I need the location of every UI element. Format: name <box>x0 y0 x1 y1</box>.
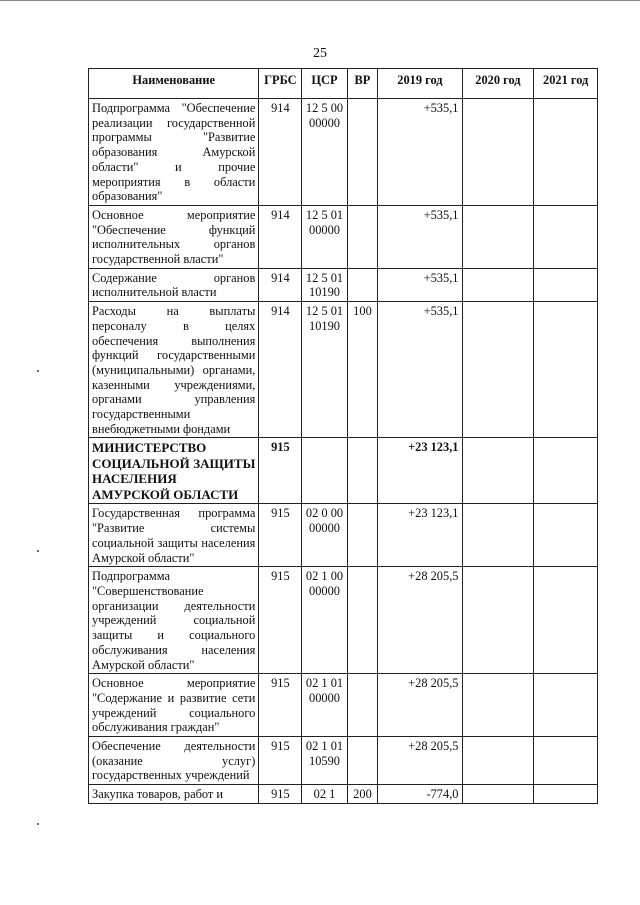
cell-2019: +28 205,5 <box>378 737 462 785</box>
cell-2021 <box>534 99 598 206</box>
cell-grbs: 915 <box>259 785 302 804</box>
cell-2020 <box>462 438 534 504</box>
cell-grbs: 914 <box>259 302 302 438</box>
table-row <box>89 785 598 804</box>
table-row <box>89 438 598 504</box>
scan-speck <box>37 370 39 372</box>
table-row <box>89 268 598 301</box>
cell-name: Государственная программа "Развитие системы социальной защиты населения Амурской области" <box>89 504 259 567</box>
cell-2021 <box>534 737 598 785</box>
header-vr: ВР <box>347 69 378 99</box>
cell-2019: -774,0 <box>378 785 462 804</box>
cell-name: Обеспечение деятельности (оказание услуг) государственных учреждений <box>89 737 259 785</box>
cell-vr <box>347 99 378 206</box>
cell-grbs: 914 <box>259 99 302 206</box>
cell-name: Подпрограмма "Обеспечение реализации государственной программы "Развитие образования Амурской области" и прочие мероприятия в области образования" <box>89 99 259 206</box>
header-name: Наименование <box>89 69 259 99</box>
cell-2019: +535,1 <box>378 99 462 206</box>
table-header-row <box>89 69 598 99</box>
cell-csr: 12 5 00 00000 <box>302 99 347 206</box>
cell-vr <box>347 567 378 674</box>
cell-grbs: 915 <box>259 438 302 504</box>
cell-vr: 200 <box>347 785 378 804</box>
cell-2019: +535,1 <box>378 268 462 301</box>
table-row <box>89 205 598 268</box>
cell-csr: 02 1 <box>302 785 347 804</box>
header-2021: 2021 год <box>534 69 598 99</box>
cell-2021 <box>534 205 598 268</box>
cell-name: Основное мероприятие "Обеспечение функций исполнительных органов государственной власти" <box>89 205 259 268</box>
cell-2021 <box>534 785 598 804</box>
cell-2019: +535,1 <box>378 205 462 268</box>
cell-csr: 12 5 01 00000 <box>302 205 347 268</box>
cell-2021 <box>534 567 598 674</box>
budget-table <box>88 68 598 804</box>
scan-speck <box>37 550 39 552</box>
cell-2020 <box>462 674 534 737</box>
table-row <box>89 737 598 785</box>
cell-vr <box>347 438 378 504</box>
cell-grbs: 914 <box>259 268 302 301</box>
table-row <box>89 99 598 206</box>
cell-csr: 12 5 01 10190 <box>302 302 347 438</box>
cell-2020 <box>462 302 534 438</box>
cell-vr: 100 <box>347 302 378 438</box>
cell-name: Содержание органов исполнительной власти <box>89 268 259 301</box>
header-2019: 2019 год <box>378 69 462 99</box>
cell-2021 <box>534 268 598 301</box>
cell-name: Закупка товаров, работ и <box>89 785 259 804</box>
cell-2020 <box>462 205 534 268</box>
cell-vr <box>347 504 378 567</box>
cell-2020 <box>462 99 534 206</box>
cell-vr <box>347 674 378 737</box>
cell-csr: 02 1 01 00000 <box>302 674 347 737</box>
scan-speck <box>37 823 39 825</box>
cell-2020 <box>462 785 534 804</box>
scan-top-edge <box>0 0 640 1</box>
cell-csr: 02 1 00 00000 <box>302 567 347 674</box>
table-row <box>89 504 598 567</box>
cell-2019: +23 123,1 <box>378 438 462 504</box>
cell-vr <box>347 205 378 268</box>
cell-2020 <box>462 567 534 674</box>
cell-vr <box>347 268 378 301</box>
cell-2020 <box>462 504 534 567</box>
header-2020: 2020 год <box>462 69 534 99</box>
cell-2021 <box>534 504 598 567</box>
cell-name: Подпрограмма "Совершенствование организации деятельности учреждений социальной защиты и социального обслуживания населения Амурской области" <box>89 567 259 674</box>
cell-csr <box>302 438 347 504</box>
cell-grbs: 915 <box>259 504 302 567</box>
cell-2020 <box>462 268 534 301</box>
cell-name: Основное мероприятие "Содержание и развитие сети учреждений социального обслуживания граждан" <box>89 674 259 737</box>
header-grbs: ГРБС <box>259 69 302 99</box>
cell-2021 <box>534 302 598 438</box>
cell-grbs: 915 <box>259 567 302 674</box>
cell-name: МИНИСТЕРСТВО СОЦИАЛЬНОЙ ЗАЩИТЫ НАСЕЛЕНИЯ АМУРСКОЙ ОБЛАСТИ <box>89 438 259 504</box>
cell-2021 <box>534 674 598 737</box>
cell-2019: +23 123,1 <box>378 504 462 567</box>
table-row <box>89 567 598 674</box>
cell-2019: +28 205,5 <box>378 674 462 737</box>
table-row <box>89 302 598 438</box>
cell-csr: 02 0 00 00000 <box>302 504 347 567</box>
cell-csr: 12 5 01 10190 <box>302 268 347 301</box>
cell-grbs: 915 <box>259 674 302 737</box>
cell-2020 <box>462 737 534 785</box>
cell-2021 <box>534 438 598 504</box>
table-row <box>89 674 598 737</box>
cell-vr <box>347 737 378 785</box>
cell-grbs: 914 <box>259 205 302 268</box>
cell-2019: +28 205,5 <box>378 567 462 674</box>
page-number: 25 <box>313 46 327 61</box>
cell-2019: +535,1 <box>378 302 462 438</box>
cell-grbs: 915 <box>259 737 302 785</box>
cell-name: Расходы на выплаты персоналу в целях обеспечения выполнения функций государственными (муниципальными) органами, казенными учреждениями, органами управления государственными внебюджетными фондами <box>89 302 259 438</box>
cell-csr: 02 1 01 10590 <box>302 737 347 785</box>
header-csr: ЦСР <box>302 69 347 99</box>
